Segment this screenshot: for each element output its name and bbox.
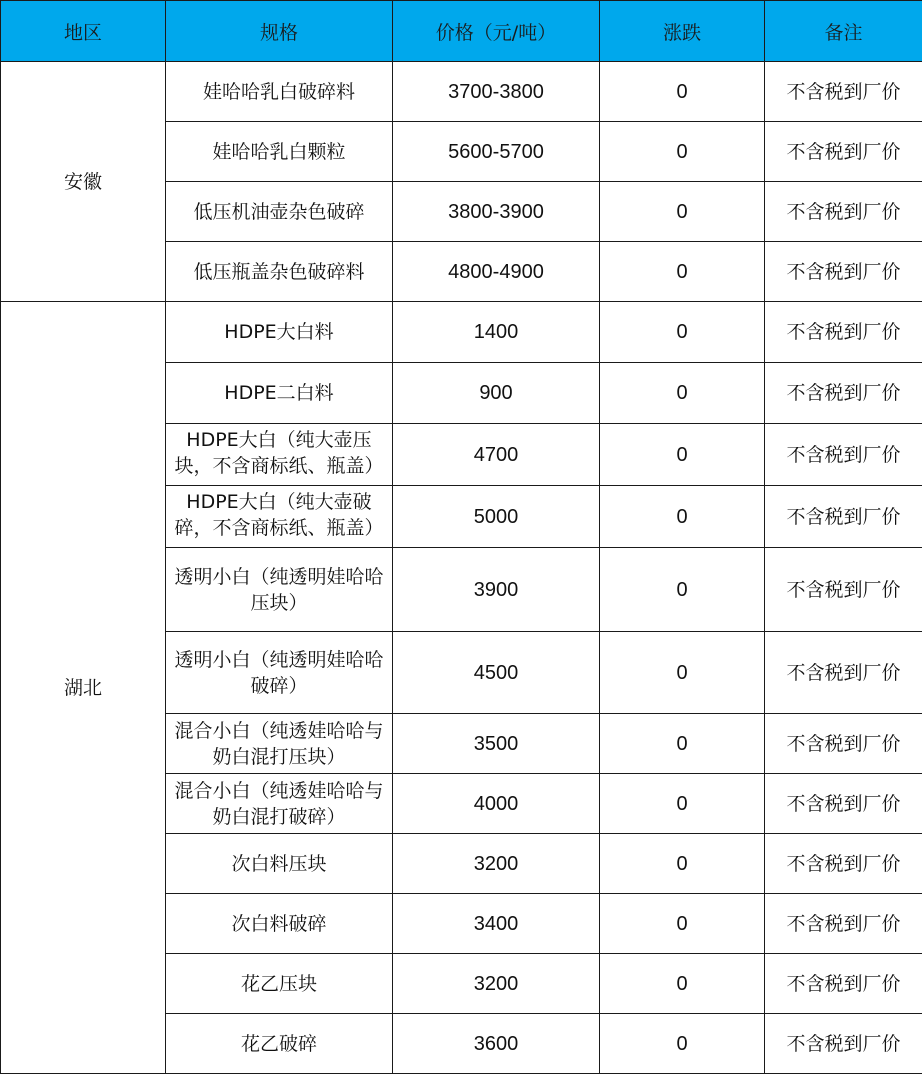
note-cell: 不含税到厂价: [765, 486, 922, 548]
price-cell: 3400: [393, 894, 600, 954]
price-cell: 4800-4900: [393, 242, 600, 302]
spec-text: HDPE大白（纯大壶压块，不含商标纸、瓶盖）: [174, 428, 384, 477]
change-cell: 0: [600, 632, 765, 714]
change-cell: 0: [600, 774, 765, 834]
change-cell: 0: [600, 62, 765, 122]
change-cell: 0: [600, 363, 765, 424]
spec-cell: HDPE大白料: [166, 302, 393, 363]
change-cell: 0: [600, 302, 765, 363]
spec-cell: 花乙破碎: [166, 1014, 393, 1074]
header-row: [1, 1, 922, 62]
spec-cell: 次白料破碎: [166, 894, 393, 954]
table-row: [1, 62, 922, 122]
spec-cell: [166, 486, 393, 548]
price-cell: 3800-3900: [393, 182, 600, 242]
note-cell: 不含税到厂价: [765, 632, 922, 714]
spec-cell: 低压机油壶杂色破碎: [166, 182, 393, 242]
change-cell: 0: [600, 122, 765, 182]
note-cell: 不含税到厂价: [765, 302, 922, 363]
change-cell: 0: [600, 834, 765, 894]
header-region: 地区: [1, 1, 166, 62]
spec-cell: 次白料压块: [166, 834, 393, 894]
price-cell: 3700-3800: [393, 62, 600, 122]
change-cell: 0: [600, 954, 765, 1014]
price-cell: 3200: [393, 834, 600, 894]
spec-cell: 透明小白（纯透明娃哈哈压块）: [166, 548, 393, 632]
note-cell: 不含税到厂价: [765, 424, 922, 486]
header-spec: 规格: [166, 1, 393, 62]
spec-cell: [166, 424, 393, 486]
region-cell: 湖北: [1, 302, 166, 1074]
spec-cell: 混合小白（纯透娃哈哈与奶白混打压块）: [166, 714, 393, 774]
change-cell: 0: [600, 424, 765, 486]
header-change: 涨跌: [600, 1, 765, 62]
price-cell: 3600: [393, 1014, 600, 1074]
header-note: 备注: [765, 1, 922, 62]
price-cell: 4000: [393, 774, 600, 834]
price-cell: 4700: [393, 424, 600, 486]
spec-cell: 混合小白（纯透娃哈哈与奶白混打破碎）: [166, 774, 393, 834]
table-header: [1, 1, 922, 62]
note-cell: 不含税到厂价: [765, 548, 922, 632]
price-cell: 900: [393, 363, 600, 424]
header-price: 价格（元/吨）: [393, 1, 600, 62]
note-cell: 不含税到厂价: [765, 363, 922, 424]
note-cell: 不含税到厂价: [765, 242, 922, 302]
note-cell: 不含税到厂价: [765, 1014, 922, 1074]
price-cell: 5000: [393, 486, 600, 548]
change-cell: 0: [600, 548, 765, 632]
spec-text: HDPE大白（纯大壶破碎，不含商标纸、瓶盖）: [174, 490, 384, 539]
note-cell: 不含税到厂价: [765, 834, 922, 894]
spec-cell: 透明小白（纯透明娃哈哈破碎）: [166, 632, 393, 714]
table-body: [1, 62, 922, 1074]
note-cell: 不含税到厂价: [765, 182, 922, 242]
note-cell: 不含税到厂价: [765, 714, 922, 774]
note-cell: 不含税到厂价: [765, 774, 922, 834]
note-cell: 不含税到厂价: [765, 894, 922, 954]
spec-cell: 低压瓶盖杂色破碎料: [166, 242, 393, 302]
spec-cell: 花乙压块: [166, 954, 393, 1014]
change-cell: 0: [600, 242, 765, 302]
region-cell: 安徽: [1, 62, 166, 302]
spec-cell: 娃哈哈乳白颗粒: [166, 122, 393, 182]
change-cell: 0: [600, 894, 765, 954]
price-cell: 5600-5700: [393, 122, 600, 182]
change-cell: 0: [600, 714, 765, 774]
price-cell: 3900: [393, 548, 600, 632]
note-cell: 不含税到厂价: [765, 62, 922, 122]
change-cell: 0: [600, 182, 765, 242]
price-cell: 4500: [393, 632, 600, 714]
note-cell: 不含税到厂价: [765, 122, 922, 182]
table-row: [1, 302, 922, 363]
price-cell: 3200: [393, 954, 600, 1014]
spec-cell: HDPE二白料: [166, 363, 393, 424]
price-cell: 1400: [393, 302, 600, 363]
note-cell: 不含税到厂价: [765, 954, 922, 1014]
price-cell: 3500: [393, 714, 600, 774]
change-cell: 0: [600, 1014, 765, 1074]
change-cell: 0: [600, 486, 765, 548]
spec-cell: 娃哈哈乳白破碎料: [166, 62, 393, 122]
